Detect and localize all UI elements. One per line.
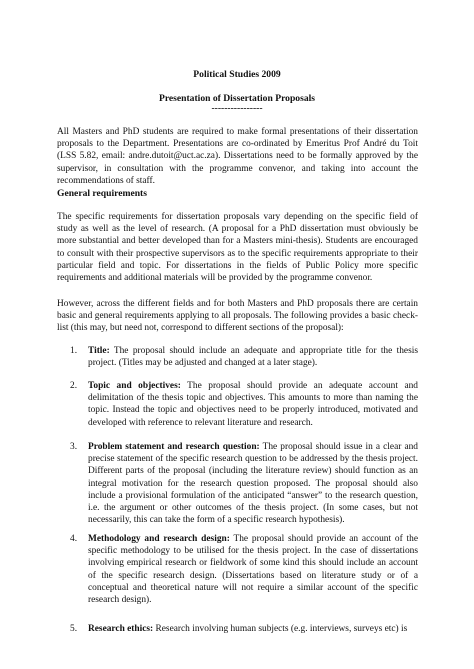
list-item-text: The proposal should provide an adequate account and delimitation of the thesis topic and objectives. This amounts to more than naming the topic. Instead the topic and objectives need to be properly introduced, motivated and developed with reference to relevant literature and research. (88, 381, 418, 428)
list-item-methodology (71, 533, 418, 606)
subtitle-underline: ---------------- (211, 103, 263, 114)
general-requirements-heading: General requirements (57, 188, 147, 199)
list-item-topic-objectives (71, 380, 418, 429)
list-item-text: The proposal should include an adequate and appropriate title for the thesis project. (Titles may be adjusted and changed at a later stage). (88, 346, 418, 369)
however-paragraph: However, across the different fields and for both Masters and PhD proposals there are certain basic and general requirements applying to all proposals. The following provides a basic check-list (this may, but need not, correspond to different sections of the proposal): (57, 299, 418, 334)
list-item-problem-statement (71, 441, 418, 526)
list-item-text: Research involving human subjects (e.g. interviews, surveys etc) is (153, 624, 408, 634)
list-item-label: Problem statement and research question: (88, 442, 260, 452)
list-item-label: Title: (88, 346, 110, 356)
list-item-number: 5. (70, 624, 78, 634)
list-item-number: 4. (70, 534, 78, 544)
general-requirements-paragraph: The specific requirements for dissertation proposals vary depending on the specific field of study as well as the level of research. (A proposal for a PhD dissertation must obviously be more substantial and better developed than for a Masters mini-thesis). Students are encouraged to consult with their prospective supervisors as to the specific requirements appropriate to their particular field and topic. For dissertations in the fields of Public Policy more specific requirements and additional materials will be provided by the programme convenor. (57, 212, 418, 284)
list-item-number: 3. (70, 442, 78, 452)
list-item-title (71, 345, 418, 369)
list-item-label: Topic and objectives: (88, 381, 181, 391)
document-title: Political Studies 2009 (193, 69, 281, 80)
list-item-label: Research ethics: (88, 624, 154, 634)
intro-paragraph: All Masters and PhD students are required to make formal presentations of their dissertation proposals to the Department. Presentations are co-ordinated by Emeritus Prof André du Toit (LSS 5.82, email: andre.dutoit@uct.ac.za). Dissertations need to be formally approved by the supervisor, in consultation with the programme convenor, and taking into account the recommendations of staff. (57, 127, 418, 186)
list-item-number: 1. (70, 346, 78, 356)
list-item-research-ethics (71, 623, 418, 635)
list-item-text: The proposal should issue in a clear and precise statement of the specific research question to be addressed by the thesis project. Different parts of the proposal (including the literature review) should function as an integral motivation for the research question proposed. The proposal should also include a provisional formulation of the anticipated “answer” to the research question, i.e. the argument or other outcomes of the thesis project. (In some cases, but not necessarily, this can take the form of a specific research hypothesis). (88, 442, 418, 526)
list-item-text: The proposal should provide an account of the specific methodology to be utilised for the thesis project. In the case of dissertations involving empirical research or fieldwork of some kind this should include an account of the specific research design. (Dissertations based on literature study or of a conceptual and theoretical nature will not require a similar account of the specific research design). (88, 534, 418, 606)
list-item-label: Methodology and research design: (88, 534, 230, 544)
document-subtitle: Presentation of Dissertation Proposals (158, 93, 316, 104)
list-item-number: 2. (70, 381, 78, 391)
